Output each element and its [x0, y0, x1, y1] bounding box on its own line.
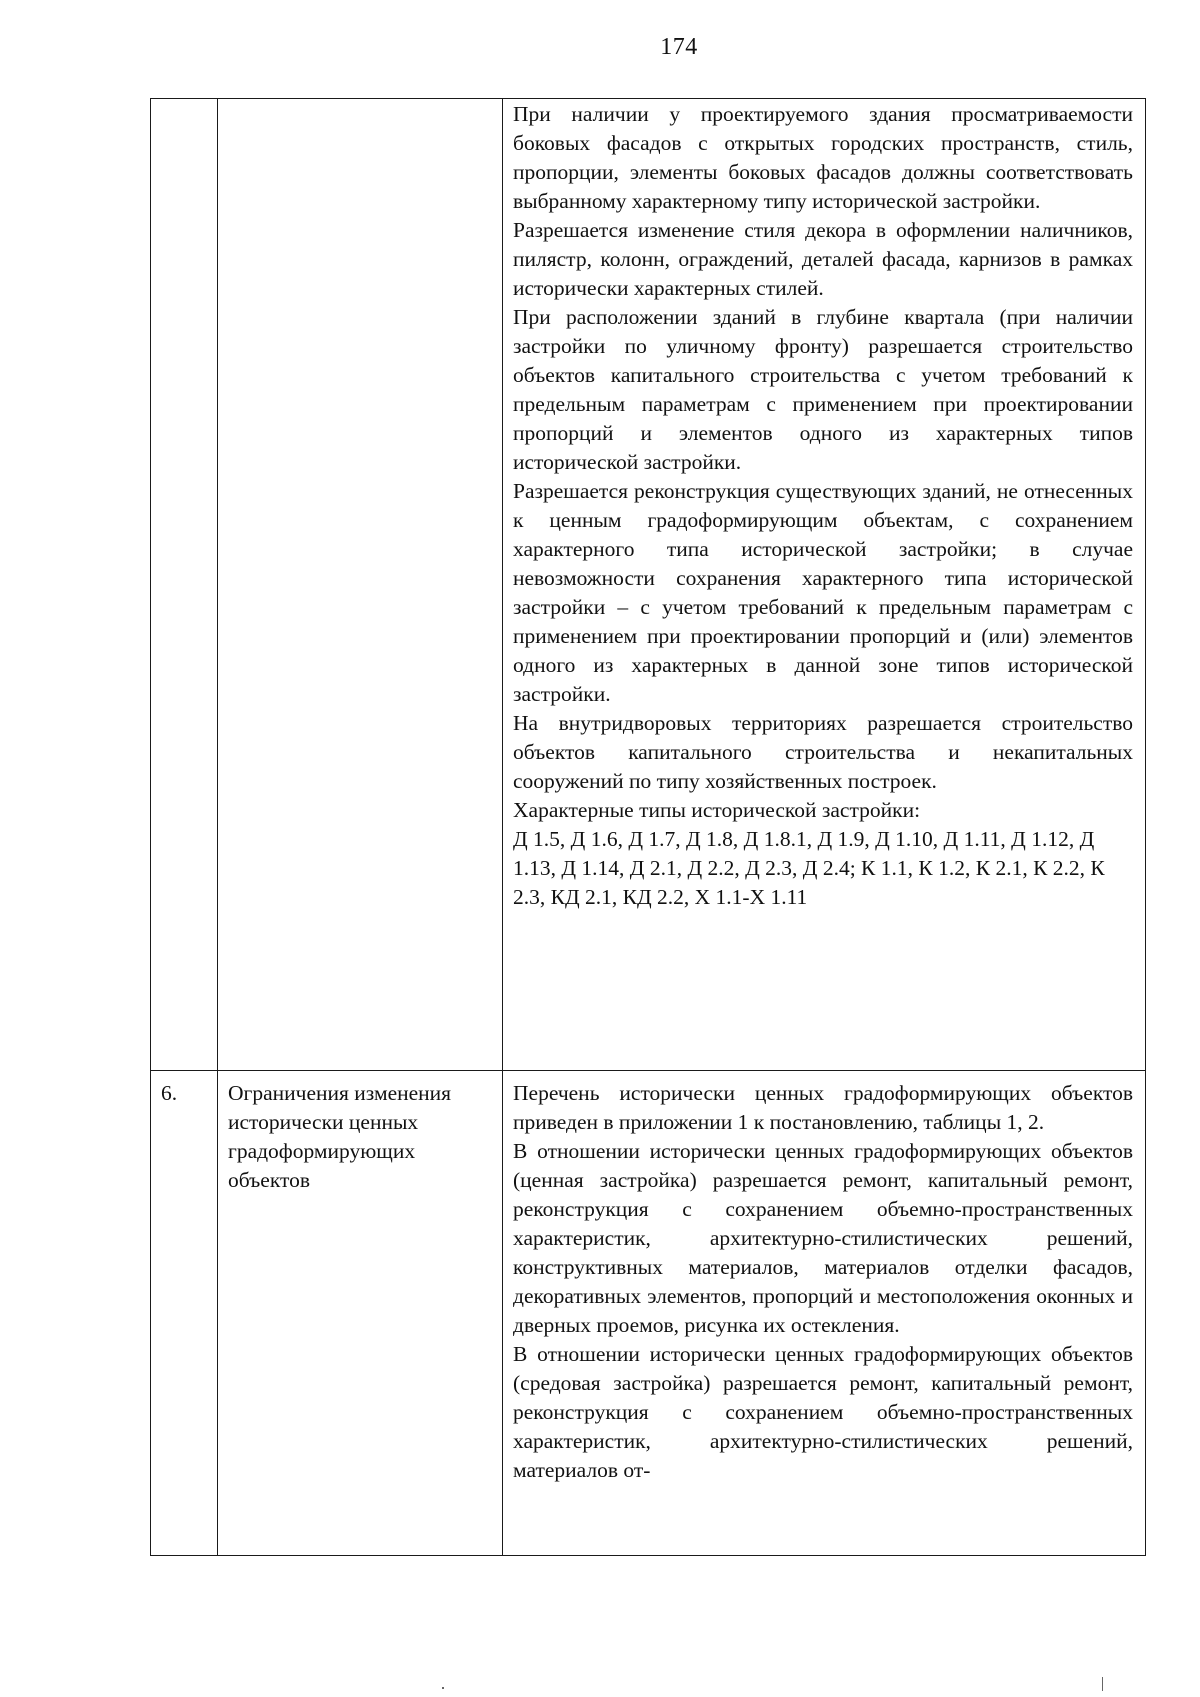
- row-name-cell: [218, 99, 503, 1071]
- paragraph-side-facades: При наличии у проектируемого здания просматриваемости боковых фасадов с открытых городских пространств, стиль, пропорции, элементы боковых фасадов должны соответствовать выбранному характерному типу исторической застройки.: [513, 102, 1133, 213]
- row-text-cell: [503, 1071, 1146, 1556]
- regulations-table: [150, 98, 1146, 1556]
- row-name-cell: [218, 1071, 503, 1556]
- paragraph-courtyards: На внутридворовых территориях разрешается строительство объектов капитального строительства и некапитальных сооружений по типу хозяйственных построек.: [513, 711, 1133, 793]
- paragraph-types-list: Д 1.5, Д 1.6, Д 1.7, Д 1.8, Д 1.8.1, Д 1.9, Д 1.10, Д 1.11, Д 1.12, Д 1.13, Д 1.14, Д 2.1, Д 2.2, Д 2.3, Д 2.4; К 1.1, К 1.2, К 2.1, К 2.2, К 2.3, КД 2.1, КД 2.2, Х 1.1-Х 1.11: [513, 827, 1105, 909]
- paragraph-environmental-buildings: В отношении исторически ценных градоформирующих объектов (средовая застройка) разрешается ремонт, капитальный ремонт, реконструкция с сохранением объемно-пространственных характеристик, архитектурно-стилистических решений, материалов от-: [513, 1342, 1133, 1482]
- paragraph-reconstruction: Разрешается реконструкция существующих зданий, не отнесенных к ценным градоформирующим объектам, с сохранением характерного типа исторической застройки; в случае невозможности сохранения характерного типа исторической застройки – с учетом требований к предельным параметрам с применением при проектировании пропорций и (или) элементов одного из характерных в данной зоне типов исторической застройки.: [513, 479, 1133, 706]
- table-row-6: [151, 1071, 1146, 1556]
- page-number: 174: [660, 34, 698, 60]
- paragraph-inner-block: При расположении зданий в глубине квартала (при наличии застройки по уличному фронту) разрешается строительство объектов капитального строительства с учетом требований к предельным параметрам с применением при проектировании пропорций и элементов одного из характерных типов исторической застройки.: [513, 305, 1133, 474]
- paragraph-decor-style: Разрешается изменение стиля декора в оформлении наличников, пилястр, колонн, ограждений, деталей фасада, карнизов в рамках исторически характерных стилей.: [513, 218, 1133, 300]
- row-name-text: Ограничения изменения исторически ценных градоформирующих объектов: [228, 1081, 452, 1192]
- row-number-cell: 6.: [151, 1071, 218, 1556]
- row-text-cell: [503, 99, 1146, 1071]
- paragraph-types-heading: Характерные типы исторической застройки:: [513, 798, 921, 822]
- table-row-continued: [151, 99, 1146, 1071]
- paragraph-valuable-buildings: В отношении исторически ценных градоформирующих объектов (ценная застройка) разрешается ремонт, капитальный ремонт, реконструкция с сохранением объемно-пространственных характеристик, архитектурно-стилистических решений, конструктивных материалов, материалов отделки фасадов, декоративных элементов, пропорций и местоположения оконных и дверных проемов, рисунка их остекления.: [513, 1139, 1133, 1337]
- scan-speck: [1102, 1677, 1103, 1691]
- paragraph-list-reference: Перечень исторически ценных градоформирующих объектов приведен в приложении 1 к постановлению, таблицы 1, 2.: [513, 1081, 1133, 1134]
- row-number-cell: [151, 99, 218, 1071]
- scan-speck: [442, 1687, 444, 1689]
